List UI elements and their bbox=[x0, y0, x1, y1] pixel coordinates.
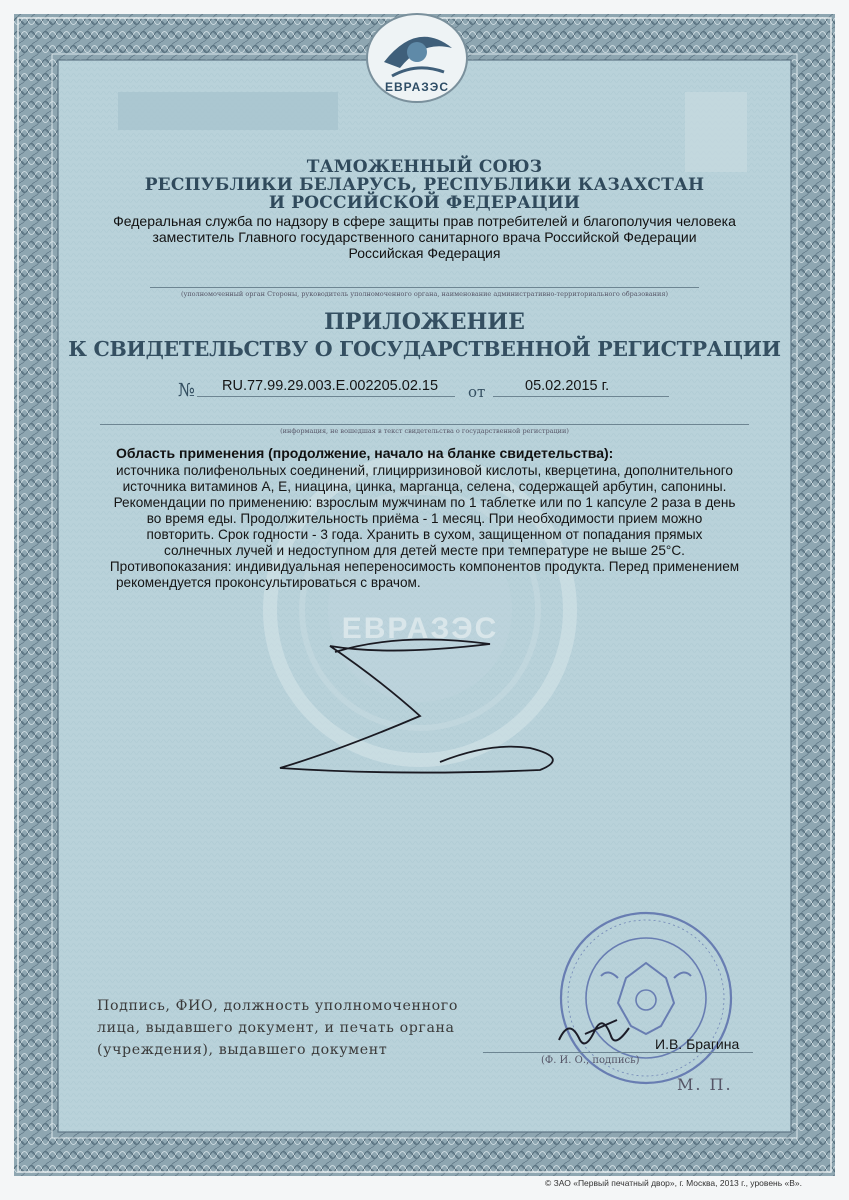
signature-label-line: лица, выдавшего документ, и печать органа bbox=[97, 1020, 455, 1036]
date-underline bbox=[493, 396, 669, 397]
authority-line: Федеральная служба по надзору в сфере защиты прав потребителей и благополучия человека bbox=[113, 213, 736, 229]
registration-number: RU.77.99.29.003.E.002205.02.15 bbox=[222, 378, 439, 394]
signature-label-line: (учреждения), выдавшего документ bbox=[97, 1042, 388, 1058]
seal-place-label: М. П. bbox=[677, 1075, 733, 1094]
signature-label-line: Подпись, ФИО, должность уполномоченного bbox=[97, 998, 458, 1014]
authority-line: заместитель Главного государственного санитарного врача Российской Федерации bbox=[152, 229, 697, 245]
signer-name: И.В. Брагина bbox=[655, 1036, 740, 1052]
number-underline bbox=[197, 396, 455, 397]
registration-date: 05.02.2015 г. bbox=[525, 378, 610, 394]
content-line: источника витаминов А, Е, ниацина, цинка, марганца, селена, содержащей арбутин, сапонины. bbox=[122, 479, 727, 494]
document-subtitle: К СВИДЕТЕЛЬСТВУ О ГОСУДАРСТВЕННОЙ РЕГИСТРАЦИИ bbox=[68, 337, 781, 361]
content-line: Противопоказания: индивидуальная непереносимость компонентов продукта. Перед применением bbox=[109, 559, 740, 574]
content-line: рекомендуется проконсультироваться с врачом. bbox=[116, 575, 421, 590]
authority-caption: (уполномоченный орган Стороны, руководитель уполномоченного органа, наименование административно-территориального образования) bbox=[180, 290, 668, 298]
union-title-line: РЕСПУБЛИКИ БЕЛАРУСЬ, РЕСПУБЛИКИ КАЗАХСТАН bbox=[144, 175, 705, 195]
union-title-line: И РОССИЙСКОЙ ФЕДЕРАЦИИ bbox=[268, 193, 581, 213]
number-label: № bbox=[178, 380, 196, 401]
cancellation-z-line bbox=[240, 630, 580, 790]
authority-underline bbox=[150, 287, 699, 288]
content-heading: Область применения (продолжение, начало на бланке свидетельства): bbox=[116, 445, 614, 461]
authority-line: Российская Федерация bbox=[348, 245, 501, 261]
content-line: во время еды. Продолжительность приёма - 1 месяц. При необходимости прием можно bbox=[146, 511, 703, 526]
date-label: от bbox=[468, 383, 486, 401]
signer-underline bbox=[483, 1052, 753, 1053]
signer-caption: (Ф. И. О., подпись) bbox=[541, 1055, 640, 1066]
info-underline bbox=[100, 424, 749, 425]
emblem-label: ЕВРАЗЭС bbox=[384, 80, 449, 94]
union-title-line: ТАМОЖЕННЫЙ СОЮЗ bbox=[306, 157, 543, 177]
document-title: ПРИЛОЖЕНИЕ bbox=[324, 309, 525, 335]
content-line: повторить. Срок годности - 3 года. Хранить в сухом, защищенном от попадания прямых bbox=[146, 527, 703, 542]
printer-note: © ЗАО «Первый печатный двор», г. Москва, 2013 г., уровень «В». bbox=[545, 1178, 803, 1188]
content-line: солнечных лучей и недоступном для детей месте при температуре не выше 25°C. bbox=[164, 543, 685, 558]
info-caption: (информация, не вошедшая в текст свидетельства о государственной регистрации) bbox=[280, 427, 569, 435]
content-line: источника полифенольных соединений, глицирризиновой кислоты, кверцетина, дополнительного bbox=[116, 463, 733, 478]
content-line: Рекомендации по применению: взрослым мужчинам по 1 таблетке или по 1 капсуле 2 раза в день bbox=[113, 495, 736, 510]
watermark-label: ЕВРАЗЭС bbox=[341, 612, 499, 645]
